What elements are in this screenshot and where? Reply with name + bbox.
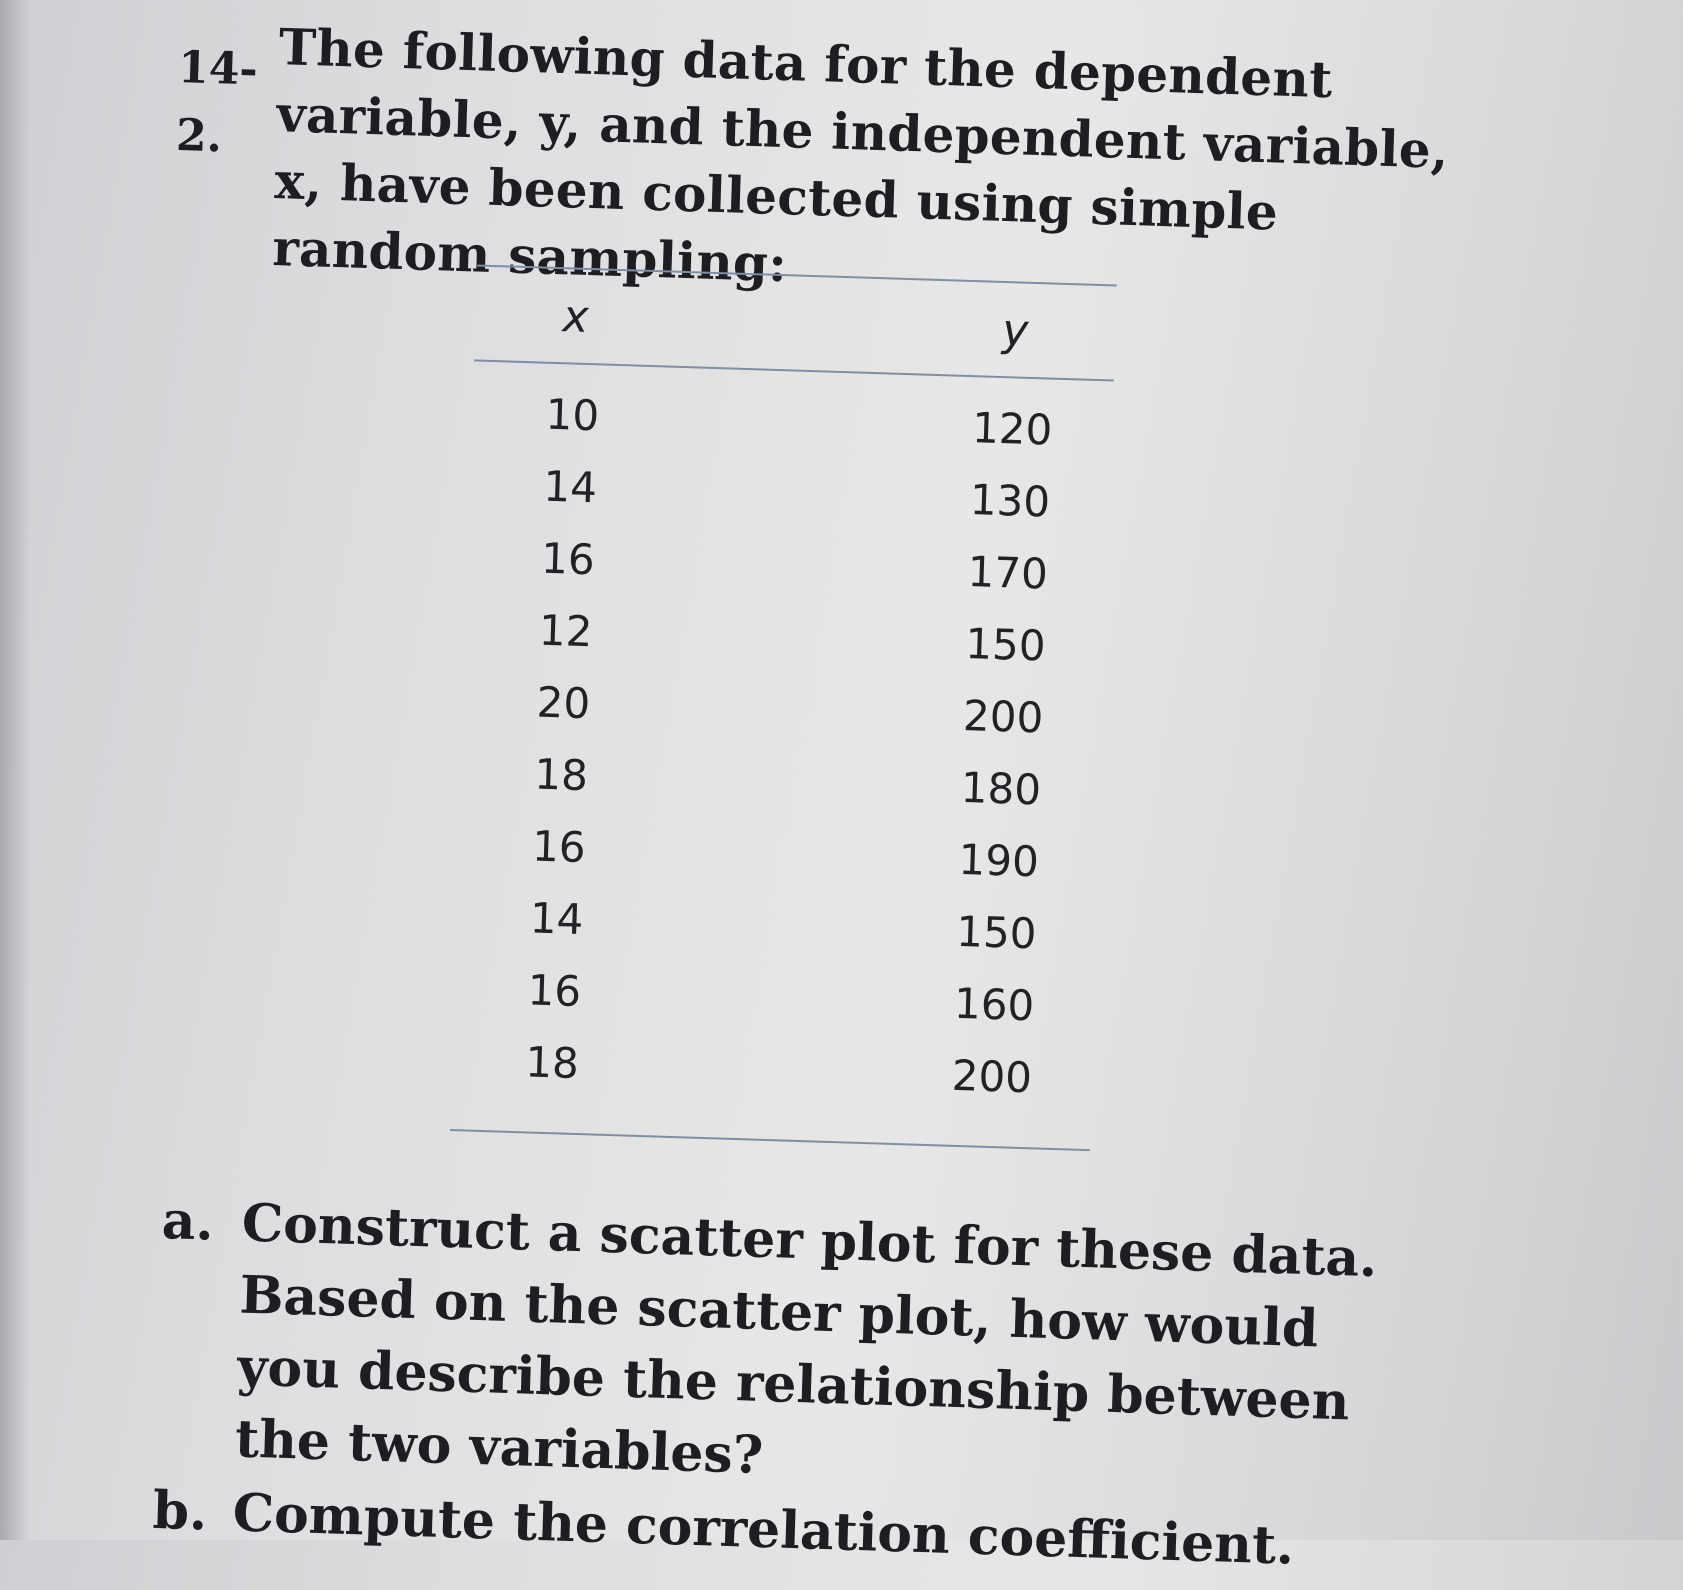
column-header-y: y [1001,305,1030,357]
cell-y: 180 [960,762,1042,814]
cell-x: 10 [544,389,600,440]
questions-list [132,1184,1443,1589]
cell-x: 14 [529,892,585,944]
cell-y: 150 [964,618,1047,670]
cell-y: 200 [951,1050,1033,1102]
cell-y: 160 [953,978,1036,1030]
cell-y: 130 [969,474,1051,527]
cell-y: 190 [957,834,1040,886]
cell-x: 16 [531,820,587,872]
cell-x: 16 [526,964,582,1016]
cell-x: 18 [533,749,589,800]
question-text: Compute the correlation coefficient. [231,1482,1296,1577]
page-edge-shadow [0,0,30,1540]
problem-header [172,10,1520,320]
cell-y: 120 [971,402,1054,455]
cell-x: 12 [538,605,594,656]
data-table-container [450,264,1117,1151]
table-row [450,1023,1093,1150]
problem-statement: The following data for the dependent variable, y, and the independent variable, x, have been collected using simple random sampling: [271,17,1450,294]
question-letter: b. [151,1479,209,1543]
question-text: Construct a scatter plot for these data. Based on the scatter plot, how would you describe the relationship between the two variables? [234,1192,1379,1487]
data-table [450,264,1117,1151]
question-letter: a. [161,1190,215,1253]
question-a [134,1184,1442,1513]
cell-x: 20 [535,677,591,728]
problem-block [151,10,1520,1577]
cell-y: 170 [966,546,1049,599]
cell-y: 200 [962,690,1045,742]
problem-number: 14-2. [175,41,259,163]
cell-x: 16 [540,533,596,584]
cell-x: 14 [542,461,598,512]
cell-y: 150 [955,906,1038,958]
column-header-x: x [561,291,590,343]
cell-x: 18 [524,1036,580,1088]
